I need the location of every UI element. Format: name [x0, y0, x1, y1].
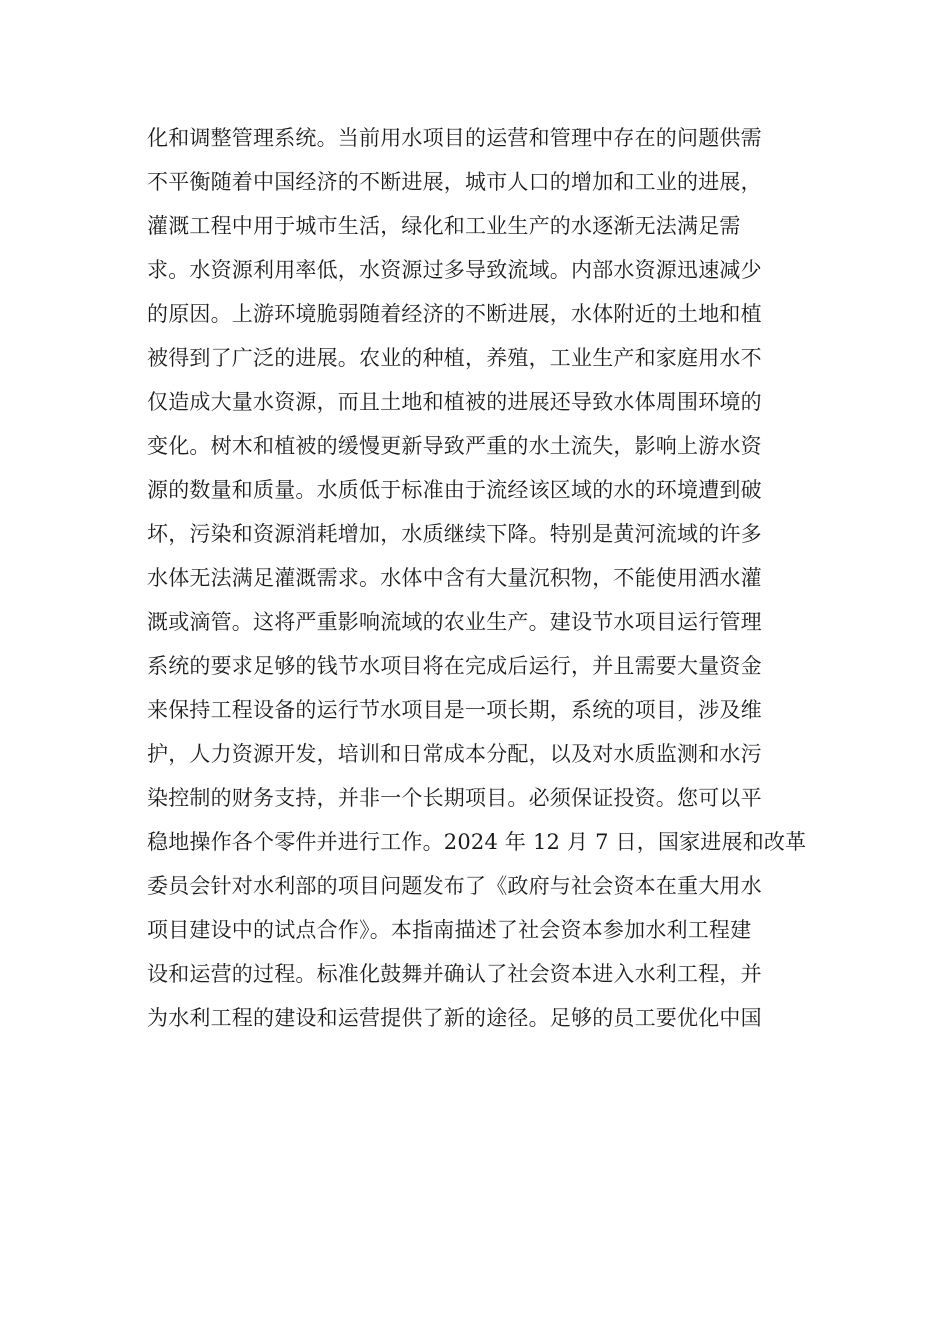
text-line: 设和运营的过程。标准化鼓舞并确认了社会资本进入水利工程，并 [147, 962, 762, 986]
text-line: 系统的要求足够的钱节水项目将在完成后运行，并且需要大量资金 [147, 654, 762, 678]
text-line: 水体无法满足灌溉需求。水体中含有大量沉积物，不能使用洒水灌 [147, 566, 762, 590]
text-line: 源的数量和质量。水质低于标准由于流经该区域的水的环境遭到破 [147, 478, 762, 502]
text-line: 不平衡随着中国经济的不断进展，城市人口的增加和工业的进展， [147, 170, 762, 194]
text-line: 仅造成大量水资源，而且土地和植被的进展还导致水体周围环境的 [147, 390, 762, 414]
text-line: 溉或滴管。这将严重影响流域的农业生产。建设节水项目运行管理 [147, 610, 762, 634]
text-line: 求。水资源利用率低，水资源过多导致流域。内部水资源迅速减少 [147, 258, 762, 282]
text-line: 稳地操作各个零件并进行工作。2024 年 12 月 7 日，国家进展和改革 [147, 830, 807, 854]
text-line: 护，人力资源开发，培训和日常成本分配，以及对水质监测和水污 [147, 742, 762, 766]
body-text [147, 116, 812, 1040]
text-line: 染控制的财务支持，并非一个长期项目。必须保证投资。您可以平 [147, 786, 762, 810]
text-line: 坏，污染和资源消耗增加，水质继续下降。特别是黄河流域的许多 [147, 522, 762, 546]
text-line: 化和调整管理系统。当前用水项目的运营和管理中存在的问题供需 [147, 126, 762, 150]
text-line: 灌溉工程中用于城市生活，绿化和工业生产的水逐渐无法满足需 [147, 214, 741, 238]
text-line: 的原因。上游环境脆弱随着经济的不断进展，水体附近的土地和植 [147, 302, 762, 326]
text-line: 来保持工程设备的运行节水项目是一项长期，系统的项目，涉及维 [147, 698, 762, 722]
text-line: 被得到了广泛的进展。农业的种植，养殖，工业生产和家庭用水不 [147, 346, 762, 370]
text-line: 项目建设中的试点合作》。本指南描述了社会资本参加水利工程建 [147, 918, 752, 942]
text-line: 委员会针对水利部的项目问题发布了《政府与社会资本在重大用水 [147, 874, 762, 898]
text-line: 为水利工程的建设和运营提供了新的途径。足够的员工要优化中国 [147, 1006, 762, 1030]
text-line: 变化。树木和植被的缓慢更新导致严重的水土流失，影响上游水资 [147, 434, 762, 458]
